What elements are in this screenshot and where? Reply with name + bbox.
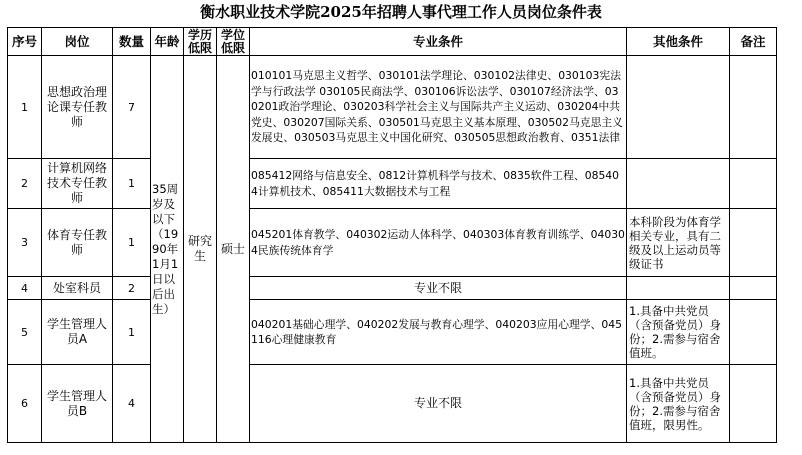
header-seq: 序号 — [8, 28, 42, 56]
table-row — [8, 300, 777, 365]
other-cell: 1.具备中共党员（含预备党员）身份；2.需参与宿舍值班。 — [627, 300, 730, 365]
header-major: 专业条件 — [250, 28, 627, 56]
degree-cell: 硕士 — [217, 56, 250, 443]
table-row — [8, 159, 777, 209]
post-cell: 学生管理人员A — [42, 300, 113, 365]
table-row — [8, 209, 777, 277]
remark-cell — [730, 277, 777, 300]
table-row — [8, 56, 777, 159]
header-post: 岗位 — [42, 28, 113, 56]
table-row — [8, 365, 777, 443]
post-cell: 学生管理人员B — [42, 365, 113, 443]
other-cell: 1.具备中共党员（含预备党员）身份；2.需参与宿舍值班，限男性。 — [627, 365, 730, 443]
other-cell — [627, 56, 730, 159]
edu-cell: 研究生 — [184, 56, 217, 443]
seq-cell: 1 — [8, 56, 42, 159]
header-age: 年龄 — [151, 28, 184, 56]
count-cell: 2 — [113, 277, 151, 300]
header-count: 数量 — [113, 28, 151, 56]
other-cell: 本科阶段为体育学相关专业，具有二级及以上运动员等级证书 — [627, 209, 730, 277]
header-other: 其他条件 — [627, 28, 730, 56]
major-cell: 040201基础心理学、040202发展与教育心理学、040203应用心理学、045116心理健康教育 — [250, 300, 627, 365]
count-cell: 1 — [113, 209, 151, 277]
seq-cell: 5 — [8, 300, 42, 365]
remark-cell — [730, 159, 777, 209]
seq-cell: 6 — [8, 365, 42, 443]
major-cell: 010101马克思主义哲学、030101法学理论、030102法律史、030103宪法学与行政法学 030105民商法学、030106诉讼法学、030107经济法学、030201政治学理论、030203科学社会主义与国际共产主义运动、030204中共党史、030207国际关系、030501马克思主义基本原理、030502马克思主义发展史、030503马克思主义中国化研究、030505思想政治教育、0351法律 — [250, 56, 627, 159]
seq-cell: 4 — [8, 277, 42, 300]
count-cell: 4 — [113, 365, 151, 443]
major-cell: 045201体育教学、040302运动人体科学、040303体育教育训练学、040304民族传统体育学 — [250, 209, 627, 277]
remark-cell — [730, 56, 777, 159]
major-cell: 085412网络与信息安全、0812计算机科学与技术、0835软件工程、085404计算机技术、085411大数据技术与工程 — [250, 159, 627, 209]
other-cell — [627, 277, 730, 300]
post-cell: 思想政治理论课专任教师 — [42, 56, 113, 159]
post-cell: 体育专任教师 — [42, 209, 113, 277]
major-cell: 专业不限 — [250, 365, 627, 443]
age-cell: 35周岁及以下（1990年1月1日以后出生） — [151, 56, 184, 443]
count-cell: 7 — [113, 56, 151, 159]
post-cell: 处室科员 — [42, 277, 113, 300]
count-cell: 1 — [113, 300, 151, 365]
positions-table — [7, 27, 777, 443]
major-cell: 专业不限 — [250, 277, 627, 300]
header-edu: 学历低限 — [184, 28, 217, 56]
post-cell: 计算机网络技术专任教师 — [42, 159, 113, 209]
header-degree: 学位低限 — [217, 28, 250, 56]
count-cell: 1 — [113, 159, 151, 209]
remark-cell — [730, 209, 777, 277]
document-title: 衡水职业技术学院2025年招聘人事代理工作人员岗位条件表 — [200, 3, 602, 21]
remark-cell — [730, 300, 777, 365]
other-cell — [627, 159, 730, 209]
remark-cell — [730, 365, 777, 443]
header-remark: 备注 — [730, 28, 777, 56]
header-row — [8, 28, 777, 56]
seq-cell: 3 — [8, 209, 42, 277]
seq-cell: 2 — [8, 159, 42, 209]
table-row — [8, 277, 777, 300]
